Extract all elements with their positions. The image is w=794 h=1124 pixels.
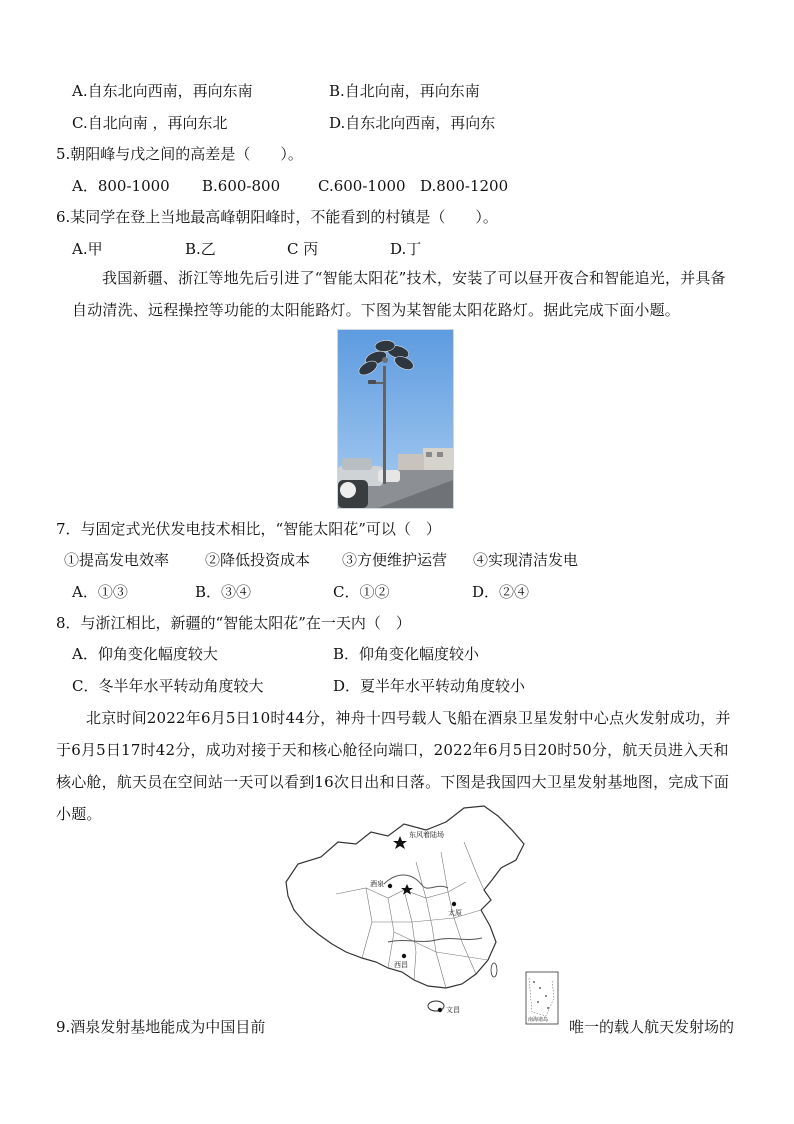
q4-option-c: C.自北向南 ，再向东北 xyxy=(72,114,228,132)
q9-stem-left: 9.酒泉发射基地能成为中国目前 xyxy=(56,1018,266,1036)
q9-stem-right: 唯一的载人航天发射场的 xyxy=(569,1018,735,1036)
q5-option-b: B.600-800 xyxy=(202,177,281,195)
launch-base-map xyxy=(276,802,566,1028)
q4-option-d: D.自东北向西南，再向东 xyxy=(329,114,496,132)
passage-smart-sunflower: 我国新疆、浙江等地先后引进了“智能太阳花”技术，安装了可以昼开夜合和智能追光，并具备自动清洗、远程操控等功能的太阳能路灯。下图为某智能太阳花路灯。据此完成下面小题。 xyxy=(72,269,726,319)
q4-option-a: A.自东北向西南，再向东南 xyxy=(72,82,253,100)
label-xichang: 西昌 xyxy=(394,961,408,969)
q6-stem: 6.某同学在登上当地最高峰朝阳峰时，不能看到的村镇是（ ）。 xyxy=(56,208,498,226)
q5-option-a: A．800-1000 xyxy=(72,177,170,195)
q5-stem: 5.朝阳峰与戊之间的高差是（ ）。 xyxy=(56,145,303,163)
sunflower-lamp-photo xyxy=(337,329,454,509)
q7-option-c: C．①② xyxy=(333,583,390,601)
q8-option-d: D．夏半年水平转动角度较小 xyxy=(333,677,526,695)
q6-option-b: B.乙 xyxy=(185,240,216,258)
q7-option-d: D．②④ xyxy=(472,583,530,601)
label-taiyuan: 太原 xyxy=(448,909,462,917)
q6-option-a: A.甲 xyxy=(72,240,103,258)
q7-item-1: ①提高发电效率 xyxy=(64,551,170,569)
q6-option-c: C 丙 xyxy=(287,240,319,258)
q7-item-4: ④实现清洁发电 xyxy=(473,551,579,569)
passage-shenzhou-14: 北京时间2022年6月5日10时44分，神舟十四号载人飞船在酒泉卫星发射中心点火发射成功，并于6月5日17时42分，成功对接于天和核心舱径向端口，2022年6月5日20时50分，航天员进入天和核心舱，航天员在空间站一天可以看到16次日出和日落。下图是我国四大卫星发射基地图，完成下面小题。 xyxy=(56,709,731,823)
q6-option-d: D.丁 xyxy=(390,240,422,258)
label-wenchang: 文昌 xyxy=(446,1006,460,1014)
q7-item-2: ②降低投资成本 xyxy=(205,551,311,569)
q7-item-3: ③方便维护运营 xyxy=(342,551,448,569)
label-jiuquan: 酒泉 xyxy=(370,880,384,888)
q8-option-a: A．仰角变化幅度较大 xyxy=(72,645,218,663)
q8-stem: 8．与浙江相比，新疆的“智能太阳花”在一天内（ ） xyxy=(56,614,411,632)
q8-option-c: C．冬半年水平转动角度较大 xyxy=(72,677,264,695)
inset-caption: 南海诸岛 xyxy=(528,1017,549,1023)
q8-option-b: B．仰角变化幅度较小 xyxy=(333,645,480,663)
q7-option-b: B．③④ xyxy=(195,583,252,601)
q5-option-d: D.800-1200 xyxy=(420,177,509,195)
q7-option-a: A．①③ xyxy=(72,583,128,601)
label-dongfeng: 东风着陆场 xyxy=(409,831,444,839)
q5-option-c: C.600-1000 xyxy=(318,177,406,195)
q4-option-b: B.自北向南，再向东南 xyxy=(329,82,480,100)
q7-stem: 7．与固定式光伏发电技术相比，“智能太阳花”可以（ ） xyxy=(56,520,441,538)
